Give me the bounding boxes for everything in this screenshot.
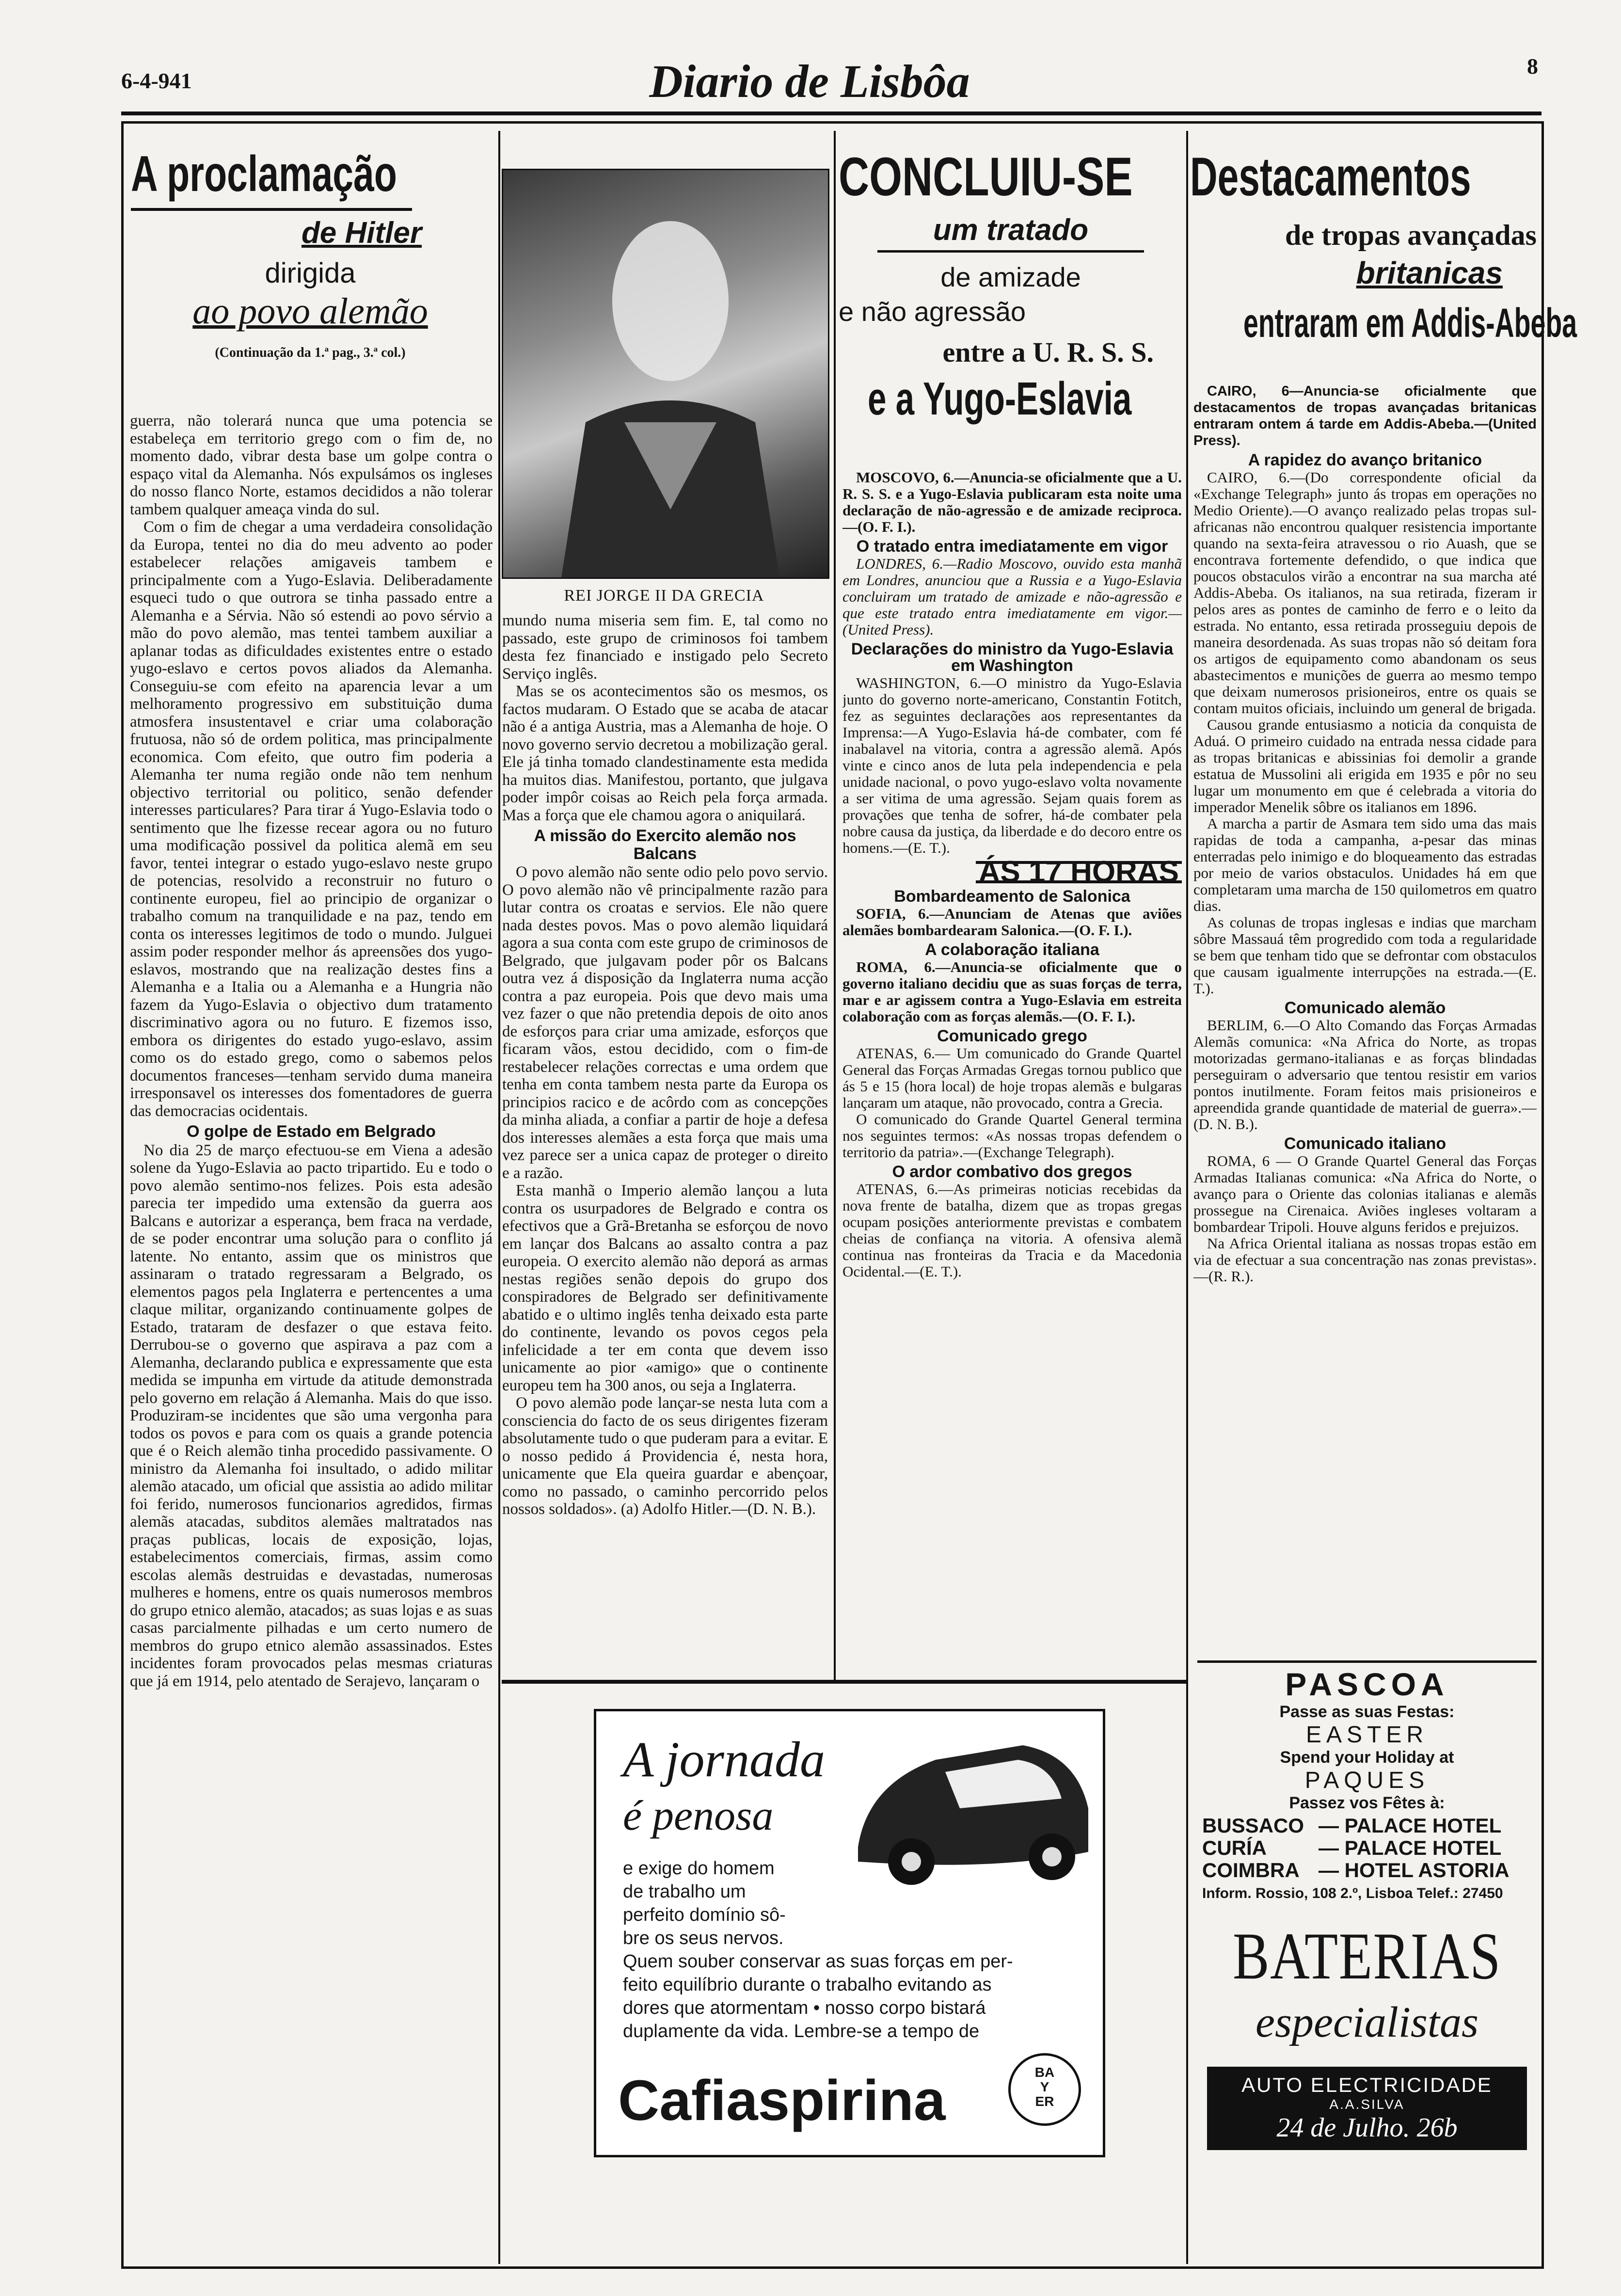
paragraph: As colunas de tropas inglesas e indias que marcham sôbre Massauá têm progredido com toda a regularidade se bem que tenham tido que se defrontar com obstaculos que causam igualmente interrupções na estrada.—(E. T.). — [1193, 914, 1537, 997]
article-addis-header — [1190, 145, 1577, 347]
ad-contact: Inform. Rossio, 108 2.º, Lisboa Telef.: 27450 — [1202, 1885, 1503, 1901]
subheadline: e a Yugo-Eslavia — [868, 373, 1132, 425]
ad-title: PASCOA — [1285, 1666, 1449, 1702]
headline: A proclamação — [131, 146, 397, 202]
headline: CONCLUIU-SE — [839, 146, 1133, 207]
page-number: 8 — [1527, 54, 1538, 79]
paragraph: No dia 25 de março efectuou-se em Viena a adesão solene da Yugo-Eslavia ao pacto tripartido. Eu e todo o povo alemão sentimo-nos felizes. Pois esta adesão parecia ter impedido uma extensão da guerra aos Balcans e autorizar a esperança, bem fraca na verdade, de se poder encontrar uma solução para o conflito já latente. No entanto, assim que os ministros que assinaram o tratado regressaram a Belgrado, os elementos pagos pela Inglaterra e pertencentes a uma claque militar, organizando continuamente golpes de Estado, trataram de desfazer o que estava feito. Derrubou-se o governo que aspirava a paz com a Alemanha, declarando publica e expressamente que esta medida se impunha em virtude da atitude demonstrada pelo governo em relação á Alemanha. Mais do que isso. Produziram-se incidentes que são uma vergonha para todos os povos e para com os quais a grande potencia que é o Reich alemão tinha procedido passivamente. O ministro da Alemanha foi insultado, o adido militar alemão atacado, um oficial que assistia ao adido militar foi ferido, numerosos funcionarios agredidos, firmas alemãs atacadas, subditos alemães maltratados nas praças publicas, locais de exposição, lojas, estabelecimentos comerciais, firmas, assim como escolas alemãs destruidas e devastadas, numerosas mulheres e homens, entre os quais numerosos membros do grupo etnico alemão, atacados; as suas lojas e as suas casas parcialmente pilhadas e um certo numero de membros do grupo etnico alemão assassinados. Estes incidentes foram provocados pelas mesmas criaturas que já em 1914, pelo atentado de Serajevo, lançaram o — [130, 1141, 493, 1690]
section-heading: A colaboração italiana — [925, 941, 1099, 959]
paragraph: MOSCOVO, 6.—Anuncia-se oficialmente que a U. R. S. S. e a Yugo-Eslavia publicaram esta noite uma declaração de não-agressão e de amizade reciproca.—(O. F. I.). — [842, 469, 1182, 535]
paragraph: O povo alemão não sente odio pelo povo servio. O povo alemão não vê principalmente razão para lutar contra os croatas e servios. Ele não quere nada destes povos. Mas o povo alemão liquidará agora a sua conta com este grupo de criminosos de Belgrado, que julgavam poder pôr os Balcans outra vez á disposição da Inglaterra numa acção contra a paz europeia. Pois que devo mais uma vez fazer o que não pretendia depois de oito anos de esforços para criar uma amizade, esforços que ficaram vãos, estou decidido, com o fim-de restabelecer relações correctas e uma ordem que tenha em conta tambem nesta parte da Europa os principios racico e de acôrdo com as concepções da minha aliada, a confiar a partir de hoje a defesa dos interesses alemães a esta força que mais uma vez parece ser a unica capaz de proteger o direito e a razão. — [502, 863, 828, 1182]
paragraph: LONDRES, 6.—Radio Moscovo, ouvido esta manhã em Londres, anunciou que a Russia e a Yugo-Eslavia concluiram um tratado de amizade e não-agressão e que este tratado entra imediatamente em vigor.—(United Press). — [842, 555, 1182, 638]
section-heading: O golpe de Estado em Belgrado — [187, 1122, 436, 1141]
hotel-row — [1202, 1837, 1537, 1859]
ad-script: especialistas — [1255, 1998, 1478, 2046]
paragraph: BERLIM, 6.—O Alto Comando das Forças Armadas Alemãs comunica: «Na Africa do Norte, as tropas motorizadas germano-italianas e as forças blindadas perseguiram o adversario que tentou resistir em varios pontos inutilmente. Foram feitos mais prisioneiros e apreendida grande quantidade de material de guerra».—(D. N. B.). — [1193, 1017, 1537, 1132]
ad-subtitle: Spend your Holiday at — [1280, 1748, 1454, 1767]
ad-subtitle: Passez vos Fêtes à: — [1289, 1794, 1445, 1812]
ad-body-line: feito equilíbrio durante o trabalho evitando as — [623, 1975, 992, 1995]
section-heading: Comunicado italiano — [1284, 1134, 1446, 1153]
subhead-rule — [877, 250, 1144, 253]
ad-subtitle: Passe as suas Festas: — [1279, 1703, 1455, 1721]
ad-black-box — [1207, 2067, 1527, 2150]
headline-rule — [131, 208, 412, 211]
hotel-town: CURÍA — [1202, 1836, 1267, 1859]
ad-title: PAQUES — [1304, 1768, 1430, 1793]
ad-body-line: Quem souber conservar as suas forças em per- — [623, 1951, 1013, 1972]
section-heading: A rapidez do avanço britanico — [1248, 451, 1482, 469]
ad-headline: A jornada — [623, 1732, 826, 1787]
column-rule — [498, 131, 500, 2264]
paragraph: Na Africa Oriental italiana as nossas tropas estão em via de efectuar a sua concentração nas zonas previstas».—(R. R.). — [1193, 1235, 1537, 1285]
ad-body — [623, 1857, 1013, 2043]
subheadline: de Hitler — [301, 216, 422, 250]
subheadline: de tropas avançadas — [1285, 219, 1537, 251]
hotel-row — [1202, 1815, 1537, 1837]
masthead-rule — [121, 112, 1542, 115]
paragraph: Mas se os acontecimentos são os mesmos, os factos mudaram. O Estado que se acaba de atacar não é a antiga Austria, mas a Alemanha de hoje. O novo governo servio decretou a mobilização geral. Ele já tinha tomado clandestinamente esta medida ha muitos dias. Manifestou, portanto, que julgava poder impôr coisas ao Reich pela força armada. Mas a força que ele chamou agora o aniquilará. — [502, 683, 828, 824]
subheadline: ao povo alemão — [192, 291, 428, 332]
section-heading: Bombardeamento de Salonica — [894, 887, 1130, 906]
ad-body-line: de trabalho um — [623, 1881, 746, 1902]
section-heading: Declarações do ministro da Yugo-Eslavia em Washington — [851, 640, 1174, 675]
paragraph: O povo alemão pode lançar-se nesta luta com a consciencia do facto de os seus dirigentes fizeram absolutamente tudo o que puderam para a evitar. E o nosso pedido á Providencia é, nesta hora, unicamente que Ela queira guardar e abençoar, como no passado, o caminho percorrido pelos nossos soldados». (a) Adolfo Hitler.—(D. N. B.). — [502, 1394, 828, 1518]
hotel-row — [1202, 1859, 1537, 1881]
hotel-name: — PALACE HOTEL — [1319, 1836, 1502, 1859]
ad-box-line: A.A.SILVA — [1329, 2097, 1405, 2112]
section-heading: A missão do Exercito alemão nos Balcans — [534, 827, 796, 863]
ad-title: BATERIAS — [1233, 1919, 1501, 1993]
ad-body-line: perfeito domínio sô- — [623, 1905, 786, 1925]
paragraph: ROMA, 6 — O Grande Quartel General das Forças Armadas Italianas comunica: «Na Africa do Norte, o avanço para o Oriente das colonias italianas e alemãs prossegue na Cirenaica. Aviões ingleses voltaram a bombardear Tripoli. Houve alguns feridos e prejuizos. — [1193, 1152, 1537, 1235]
bayer-logo-mid: Y — [1040, 2079, 1049, 2094]
article-urss-header — [839, 145, 1183, 426]
portrait-photo — [502, 169, 829, 579]
subheadline: de amizade — [940, 262, 1081, 292]
ad-body-line: duplamente da vida. Lembre-se a tempo de — [623, 2021, 980, 2041]
subheadline: e não agressão — [839, 296, 1026, 327]
article-hitler-column-1 — [130, 412, 493, 2259]
paragraph: mundo numa miseria sem fim. E, tal como no passado, este grupo de criminosos foi tambem desta fez financiado e instigado pelo Secreto Serviço inglês. — [502, 612, 828, 683]
headline: Destacamentos — [1190, 146, 1471, 207]
ad-box-line: AUTO ELECTRICIDADE — [1241, 2073, 1493, 2096]
subheadline: um tratado — [933, 213, 1089, 247]
baterias-ad — [1197, 1917, 1537, 2257]
paragraph: WASHINGTON, 6.—O ministro da Yugo-Eslavia junto do governo norte-americano, Constantin Fotitch, fez as seguintes declarações aos representantes da Imprensa:—A Yugo-Eslavia há-de combater, com fé inabalavel na vitoria, contra a agressão alemã. Após vinte e cinco anos de luta pela independencia e pela unidade nacional, o povo yugo-eslavo volta novamente a ser vitima de uma agressão. Sejam quais forem as provações que tenha de sofrer, há-de combater pela nobre causa da justiça, da liberdade e do decoro entre os homens.—(E. T.). — [842, 674, 1182, 856]
article-hitler-header — [131, 145, 490, 361]
bayer-cross-icon — [1008, 2053, 1081, 2126]
section-heading: Comunicado alemão — [1284, 999, 1446, 1017]
article-hitler-column-2 — [502, 612, 828, 1683]
article-urss-body — [842, 469, 1182, 1679]
subheadline: entraram em Addis-Abeba — [1243, 300, 1577, 346]
continuation-note: (Continuação da 1.ª pag., 3.ª col.) — [215, 345, 406, 360]
paragraph: ATENAS, 6.—As primeiras noticias recebidas da nova frente de batalha, dizem que as tropas gregas ocupam posições anteriormente previstas e combatem cheias de confiança na vitoria. A ofensiva alemã continua nas fronteiras da Tracia e da Macedonia Ocidental.—(E. T.). — [842, 1180, 1182, 1280]
article-addis-body — [1193, 383, 1537, 1653]
paragraph: Esta manhã o Imperio alemão lançou a luta contra os usurpadores de Belgrado e contra os efectivos que a Grã-Bretanha se esforçou de novo em lançar dos Balcans ao assalto contra a paz europeia. O exercito alemão não deporá as armas nestas regiões senão depois do grupo dos conspiradores de Belgrado ser definitivamente abatido e o ultimo inglês tenha deixado esta parte do continente, levando os povos cegos pela infelicidade a ter em conta que devem isso unicamente ao pior «amigo» que o continente europeu tem ha 300 anos, ou seja a Inglaterra. — [502, 1182, 828, 1394]
section-heading: O tratado entra imediatamente em vigor — [856, 537, 1168, 556]
paragraph: A marcha a partir de Asmara tem sido uma das mais rapidas de toda a campanha, a-pesar das minas enterradas pelo inimigo e do bloqueamento das estradas por meio de varios obstaculos. Unidades há em que completaram uma marcha de 150 quilometros em quatro dias. — [1193, 815, 1537, 914]
hotel-list — [1197, 1815, 1537, 1881]
paragraph: guerra, não tolerará nunca que uma potencia se estabeleça em territorio grego com o fim de, no momento dado, vibrar desta base um golpe contra o espaço vital da Alemanha. Nós expulsámos os ingleses do nosso flanco Norte, estamos decididos a não tolerar tambem qualquer ameaça vinda do sul. — [130, 412, 493, 518]
cafiaspirina-ad — [594, 1709, 1105, 2157]
late-news-banner: ÁS 17 HORAS — [976, 861, 1182, 883]
hotel-name: — HOTEL ASTORIA — [1319, 1859, 1510, 1881]
paragraph: CAIRO, 6—Anuncia-se oficialmente que destacamentos de tropas avançadas britanicas entraram ontem á tarde em Addis-Abeba.—(United Press). — [1193, 383, 1537, 448]
bayer-logo-top: BA — [1034, 2065, 1055, 2080]
ad-body-line: dores que atormentam • nosso corpo bistará — [623, 1998, 986, 2018]
column-rule — [1186, 131, 1188, 2264]
paragraph: Causou grande entusiasmo a noticia da conquista de Aduá. O primeiro cuidado na entrada nessa cidade para as tropas britanicas e abissinias foi demolir a grande estatua de Mussolini ali erigida em 1935 e pôr no seu lugar um monumento em que é celebrada a vitoria do imperador Menelik sôbre os italianos em 1896. — [1193, 716, 1537, 815]
issue-date: 6-4-941 — [121, 68, 192, 93]
paragraph: O comunicado do Grande Quartel General termina nos seguintes termos: «As nossas tropas defendem o territorio da patria».—(Exchange Telegraph). — [842, 1111, 1182, 1161]
subheadline: entre a U. R. S. S. — [942, 336, 1154, 368]
subheadline: britanicas — [1356, 255, 1503, 290]
section-heading: O ardor combativo dos gregos — [892, 1163, 1132, 1181]
hotel-town: COIMBRA — [1202, 1859, 1300, 1881]
portrait-illustration — [503, 170, 828, 577]
hotel-town: BUSSACO — [1202, 1814, 1304, 1837]
section-heading: Comunicado grego — [937, 1027, 1087, 1045]
paragraph: Com o fim de chegar a uma verdadeira consolidação da Europa, tentei no dia do meu advento ao poder estabelecer relações amigaveis tambem e principalmente com a Yugo-Eslavia. Deliberadamente esqueci tudo o que outrora se tinha passado entre a Alemanha e a Sérvia. Não só estendi ao povo sérvio a mão do povo alemão, mas tentei tambem auxiliar a aplanar todas as dificuldades existentes entre o estado yugo-eslavo e certos povos aliados da Alemanha. Conseguiu-se com efeito na aparencia levar a um melhoramento progressivo em substituição duma atmosfera insustentavel e criar uma colaboração frutuosa, não só de ordem politica, mas principalmente economica. Com efeito, que outro fim poderia a Alemanha ter numa região onde não tem nenhum objectivo territorial ou politico, senão defender interesses particulares? Para tirar á Yugo-Eslavia todo o sentimento que lhe fizesse recear agora ou no futuro uma modificação possivel da politica alemã em seu favor, tentei integrar o estado yugo-eslavo neste grupo de potencias, resolvido a reconstruir no futuro o continente europeu, fiel ao principio de organizar o trabalho comum na tranquilidade e na paz, tendo em conta os interesses legitimos de todo o mundo. Julguei assim poder responder melhor ás apreensões dos yugo-eslavos, mostrando que na realização destes fins a Alemanha e a Italia ou a Alemanha e a Hungria não fazem da Yugo-Eslavia o objectivo dum tratamento discriminativo agora ou no futuro. E fizemos isso, embora os dirigentes do estado yugo-eslavo, assim como os do estado grego, como o sabemos pelos documentos franceses—tenham servido duma maneira irresponsavel os interesses dos fomentadores de guerra das democracias ocidentais. — [130, 518, 493, 1120]
paragraph: CAIRO, 6.—(Do correspondente oficial da «Exchange Telegraph» junto ás tropas em operações no Medio Oriente).—O avanço realizado pelas tropas sul-africanas não encontrou qualquer resistencia importante quando na sexta-feira atravessou o rio Auash, que se encontrava fortemente defendido, o que indica que poucos obstaculos virão a encontrar na sua marcha até Addis-Abeba. Os italianos, na sua retirada, fizeram ir pelos ares as pontes de caminho de ferro e o leito da estrada. No entanto, essa retirada prosseguiu depois de maneira desordenada. As suas tropas não só deitam fora os artigos de equipamento como abandonam os seus abastecimentos e munições de guerra ao mesmo tempo que deixam numerosos prisioneiros, entre os quais se contam muitos oficiais, incluindo um general de brigada. — [1193, 469, 1537, 717]
ad-box-line: 24 de Julho. 26b — [1276, 2113, 1458, 2143]
ad-title: EASTER — [1305, 1722, 1429, 1748]
ad-body-line: bre os seus nervos. — [623, 1928, 784, 1948]
pascoa-ad — [1197, 1660, 1537, 1901]
ad-headline: é penosa — [623, 1792, 774, 1839]
ad-body-line: e exige do homem — [623, 1858, 775, 1879]
hotel-name: — PALACE HOTEL — [1319, 1814, 1502, 1837]
paragraph: ATENAS, 6.— Um comunicado do Grande Quartel General das Forças Armadas Gregas tornou publico que ás 5 e 15 (hora local) de hoje tropas alemãs e bulgaras lançaram um ataque, não provocado, contra a Grecia. — [842, 1045, 1182, 1111]
ad-brand: Cafiaspirina — [618, 2069, 946, 2133]
paragraph: ROMA, 6.—Anuncia-se oficialmente que o governo italiano decidiu que as suas forças de terra, mar e ar agissem contra a Yugo-Eslavia em estreita colaboração com as forças alemãs.—(O. F. I.). — [842, 958, 1182, 1025]
column-rule — [834, 131, 836, 1682]
paragraph: SOFIA, 6.—Anunciam de Atenas que aviões alemães bombardearam Salonica.—(O. F. I.). — [842, 905, 1182, 939]
subheadline: dirigida — [265, 257, 356, 289]
bayer-logo-bottom: ER — [1035, 2094, 1054, 2109]
newspaper-title: Diario de Lisbôa — [649, 55, 970, 107]
photo-caption: REI JORGE II DA GRECIA — [564, 587, 764, 605]
